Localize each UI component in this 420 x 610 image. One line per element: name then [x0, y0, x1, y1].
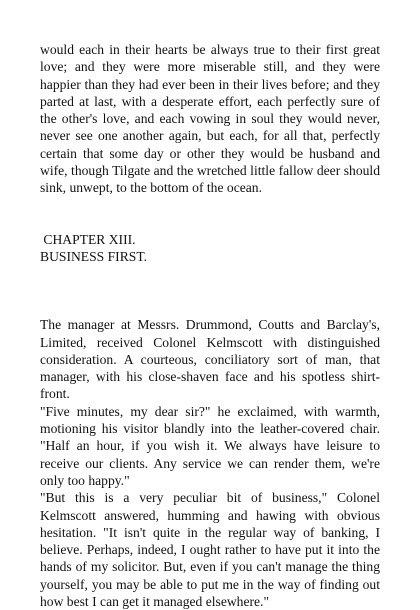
body-paragraph: "But this is a very peculiar bit of business," Colonel Kelmscott answered, humming and hawing with obvious hesitation. "It isn't quite in the regular way of banking, I believe. Perhaps, indeed, I ought rather to have put it into the hands of my solicitor. But, even if you can't manage the thing yourself, you may be able to put me in the way of finding out how best I can get it managed elsewhere."	[40, 490, 380, 610]
book-page	[40, 41, 380, 610]
chapter-heading	[40, 231, 380, 266]
body-paragraph: "Five minutes, my dear sir?" he exclaimed, with warmth, motioning his visitor blandly into the leather-covered chair. "Half an hour, if you wish it. We always have leisure to receive our clients. Any service we can render them, we're only too happy."	[40, 403, 380, 488]
chapter-number: CHAPTER XIII.	[40, 231, 136, 247]
body-paragraph: The manager at Messrs. Drummond, Coutts and Barclay's, Limited, received Colonel Kelmscott with distinguished consideration. A courteous, conciliatory sort of man, that manager, with his close-shaven face and his spotless shirt-front.	[40, 317, 380, 402]
opening-paragraph: would each in their hearts be always true to their first great love; and they were more miserable still, and they were happier than they had ever been in their lives before; and they parted at last, with a desperate effort, each perfectly sure of the other's love, and each vowing in soul they would never, never see one another again, but each, for all that, perfectly certain that some day or other they would be husband and wife, though Tilgate and the wretched little fallow deer should sink, unwept, to the bottom of the ocean.	[40, 42, 380, 196]
spacer	[40, 197, 380, 231]
spacer	[40, 265, 380, 316]
chapter-title: BUSINESS FIRST.	[40, 248, 148, 264]
